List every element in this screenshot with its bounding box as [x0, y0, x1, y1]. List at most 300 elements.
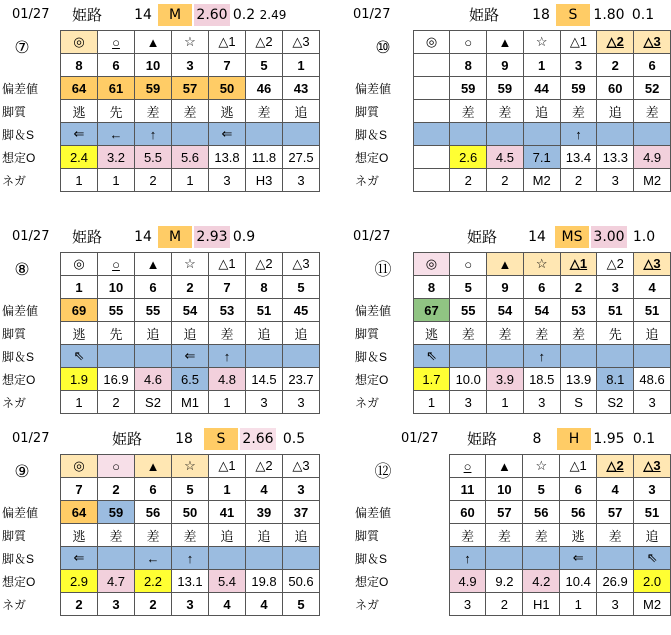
odds-cell: 16.9 [98, 368, 135, 391]
odds-cell: 13.3 [597, 146, 634, 169]
mark-cell: ○ [450, 253, 487, 276]
odds-cell: 3.9 [487, 368, 524, 391]
odds-cell: 5.6 [172, 146, 209, 169]
nega-cell: H3 [246, 169, 283, 192]
row-label [0, 455, 61, 478]
style-cell: 追 [523, 100, 560, 123]
marks-row [0, 31, 320, 54]
row-label [0, 478, 61, 501]
number-row [0, 478, 320, 501]
nega-cell: M2 [523, 169, 560, 192]
race-grade: MS [555, 226, 589, 248]
race-date: 01/27 [353, 229, 391, 244]
empty-cell [413, 501, 449, 524]
race-diff: 0.5 [282, 431, 306, 447]
mark-cell: ○ [450, 31, 487, 54]
nega-cell: 3 [283, 391, 320, 414]
nega-cell: 1 [487, 391, 524, 414]
row-label: 想定O [2, 574, 36, 589]
horse-number: 8 [450, 54, 487, 77]
score-cell: 57 [486, 501, 523, 524]
race-index: 3.00 [591, 226, 627, 248]
odds-cell: 11.8 [246, 146, 283, 169]
score-cell: 45 [283, 299, 320, 322]
leg-arrow-icon: ⇐ [209, 123, 246, 146]
race-diff: 0.1 [631, 7, 655, 23]
race-header [0, 428, 330, 450]
score-row [0, 501, 320, 524]
style-cell: 先 [597, 322, 634, 345]
leg-arrow-icon [98, 547, 135, 570]
score-cell: 67 [413, 299, 450, 322]
nega-cell: 3 [98, 593, 135, 616]
horse-number: 3 [634, 478, 671, 501]
race-grade: M [158, 4, 192, 26]
marks-row [0, 253, 320, 276]
style-row [0, 322, 320, 345]
leg-arrow-icon [283, 547, 320, 570]
leg-arrow-icon [209, 547, 246, 570]
odds-cell: 1.9 [61, 368, 98, 391]
race-number-badge: ⑫ [374, 462, 392, 482]
mark-cell: △1 [209, 455, 246, 478]
horse-number: 10 [98, 276, 135, 299]
row-label: ネガ [2, 597, 27, 612]
nega-cell: M2 [634, 169, 671, 192]
score-row [353, 501, 671, 524]
mark-cell: ▲ [135, 455, 172, 478]
race-grade: S [204, 428, 238, 450]
style-cell: 差 [98, 524, 135, 547]
horse-number: 2 [172, 276, 209, 299]
score-cell: 41 [209, 501, 246, 524]
mark-cell: ○ [449, 455, 486, 478]
leg-arrow-icon [450, 345, 487, 368]
runner-count: 14 [134, 229, 152, 245]
number-row [0, 54, 320, 77]
style-cell: 差 [634, 100, 671, 123]
style-cell: 差 [172, 100, 209, 123]
style-row [353, 100, 671, 123]
leg-arrow-icon: ⇐ [172, 345, 209, 368]
race-place: 姫路 [469, 6, 500, 24]
mark-cell: ☆ [172, 455, 209, 478]
nega-cell: 3 [450, 391, 487, 414]
marks-row [353, 31, 671, 54]
odds-cell: 4.9 [634, 146, 671, 169]
runner-count: 14 [134, 7, 152, 23]
leg-row [353, 547, 671, 570]
race-header [341, 428, 671, 450]
nega-cell: M2 [634, 593, 671, 616]
score-cell: 51 [634, 501, 671, 524]
horse-number: 6 [560, 478, 597, 501]
style-cell: 差 [135, 524, 172, 547]
row-label: 脚＆S [355, 349, 388, 364]
horse-number: 5 [283, 276, 320, 299]
leg-arrow-icon: ↑ [523, 345, 560, 368]
odds-cell: 13.1 [172, 570, 209, 593]
mark-cell: ☆ [523, 455, 560, 478]
race-index: 1.80 [593, 7, 625, 23]
score-cell: 55 [98, 299, 135, 322]
horse-number: 3 [283, 478, 320, 501]
nega-cell [413, 169, 450, 192]
style-cell: 逃 [560, 524, 597, 547]
odds-row [0, 570, 320, 593]
nega-cell: 2 [486, 593, 523, 616]
row-label [353, 31, 413, 54]
score-cell: 59 [487, 77, 524, 100]
nega-row [0, 593, 320, 616]
nega-cell: 3 [283, 169, 320, 192]
mark-cell: ▲ [135, 31, 172, 54]
nega-cell: 4 [209, 593, 246, 616]
score-cell: 64 [61, 77, 98, 100]
race-diff: 0.9 [232, 229, 256, 245]
race-date: 01/27 [12, 431, 50, 446]
nega-row [0, 391, 320, 414]
style-cell: 追 [283, 100, 320, 123]
horse-number: 7 [209, 54, 246, 77]
leg-arrow-icon [283, 123, 320, 146]
mark-cell: ○ [98, 253, 135, 276]
odds-cell: 6.5 [172, 368, 209, 391]
style-cell: 差 [597, 524, 634, 547]
odds-cell: 10.4 [560, 570, 597, 593]
horse-number: 7 [209, 276, 246, 299]
style-cell: 追 [246, 322, 283, 345]
mark-cell: △3 [283, 455, 320, 478]
mark-cell: △3 [634, 253, 671, 276]
leg-arrow-icon: ↑ [209, 345, 246, 368]
style-cell: 逃 [61, 100, 98, 123]
runner-count: 14 [528, 229, 546, 245]
mark-cell: △3 [283, 253, 320, 276]
odds-cell: 4.9 [449, 570, 486, 593]
style-cell: 差 [523, 524, 560, 547]
score-cell: 43 [283, 77, 320, 100]
leg-arrow-icon [597, 123, 634, 146]
mark-cell: △3 [634, 31, 671, 54]
mark-cell: ▲ [487, 253, 524, 276]
mark-cell: △1 [560, 455, 597, 478]
row-label: 想定O [355, 574, 389, 589]
score-cell: 55 [450, 299, 487, 322]
score-cell: 56 [560, 501, 597, 524]
score-cell: 56 [135, 501, 172, 524]
race-place: 姫路 [467, 430, 498, 448]
leg-arrow-icon [450, 123, 487, 146]
row-label [353, 276, 413, 299]
style-cell: 追 [634, 524, 671, 547]
odds-cell: 10.0 [450, 368, 487, 391]
leg-arrow-icon: ⇐ [61, 123, 98, 146]
score-cell: 39 [246, 501, 283, 524]
style-cell: 差 [486, 524, 523, 547]
row-label: 脚＆S [355, 551, 388, 566]
style-cell: 差 [449, 524, 486, 547]
score-cell: 59 [450, 77, 487, 100]
style-cell: 差 [450, 322, 487, 345]
race-date: 01/27 [353, 7, 391, 22]
mark-cell: △2 [597, 253, 634, 276]
horse-number: 1 [283, 54, 320, 77]
row-label [353, 253, 413, 276]
horse-number: 8 [413, 276, 450, 299]
row-label [0, 276, 61, 299]
horse-number: 6 [523, 276, 560, 299]
prediction-table [0, 30, 320, 192]
empty-cell [413, 593, 449, 616]
row-label: 想定O [2, 372, 36, 387]
odds-cell: 26.9 [597, 570, 634, 593]
mark-cell: △2 [597, 455, 634, 478]
row-label: 脚質 [355, 326, 380, 341]
horse-number: 1 [61, 276, 98, 299]
race-header [341, 4, 671, 26]
style-cell: 逃 [413, 322, 450, 345]
row-label: 想定O [355, 372, 389, 387]
style-cell: 差 [450, 100, 487, 123]
score-cell: 59 [135, 77, 172, 100]
leg-arrow-icon: ← [135, 547, 172, 570]
leg-arrow-icon [246, 345, 283, 368]
nega-row [353, 593, 671, 616]
race-number-badge: ⑪ [374, 260, 392, 280]
nega-row [353, 169, 671, 192]
empty-cell [413, 524, 449, 547]
score-cell: 52 [634, 77, 671, 100]
style-cell: 先 [98, 100, 135, 123]
row-label [353, 478, 413, 501]
race-number-badge: ⑩ [375, 38, 391, 58]
mark-cell: △2 [246, 455, 283, 478]
row-label: 脚質 [355, 528, 380, 543]
leg-arrow-icon [560, 345, 597, 368]
marks-row [0, 455, 320, 478]
row-label: ネガ [355, 597, 380, 612]
nega-cell: S2 [597, 391, 634, 414]
score-cell: 51 [634, 299, 671, 322]
nega-cell: S [560, 391, 597, 414]
score-cell: 59 [560, 77, 597, 100]
row-label: 脚＆S [355, 127, 388, 142]
nega-cell: 1 [413, 391, 450, 414]
score-cell: 60 [597, 77, 634, 100]
odds-row [0, 368, 320, 391]
leg-row [0, 547, 320, 570]
race-diff: 0.1 [632, 431, 656, 447]
style-row [353, 322, 671, 345]
row-label [0, 54, 61, 77]
score-cell: 57 [172, 77, 209, 100]
mark-cell: ◎ [413, 253, 450, 276]
nega-cell: 2 [560, 169, 597, 192]
style-cell: 差 [246, 100, 283, 123]
row-label: 脚質 [355, 104, 380, 119]
leg-arrow-icon [487, 123, 524, 146]
odds-cell: 27.5 [283, 146, 320, 169]
odds-cell: 48.6 [634, 368, 671, 391]
odds-cell: 23.7 [283, 368, 320, 391]
race-index: 2.60 [194, 4, 230, 26]
leg-arrow-icon: ⇐ [560, 547, 597, 570]
style-row [0, 524, 320, 547]
race-diff: 0.2 [232, 7, 256, 23]
row-label: 偏差値 [2, 81, 39, 96]
leg-arrow-icon [486, 547, 523, 570]
leg-arrow-icon [172, 123, 209, 146]
leg-arrow-icon [98, 345, 135, 368]
row-label: ネガ [2, 173, 27, 188]
style-cell: 差 [560, 322, 597, 345]
style-cell: 追 [597, 100, 634, 123]
odds-cell: 2.9 [61, 570, 98, 593]
race-date: 01/27 [401, 431, 439, 446]
score-row [0, 299, 320, 322]
row-label: 脚質 [2, 104, 27, 119]
score-cell: 37 [283, 501, 320, 524]
empty-cell [413, 455, 449, 478]
odds-cell: 14.5 [246, 368, 283, 391]
style-cell: 差 [487, 322, 524, 345]
leg-arrow-icon [413, 123, 450, 146]
leg-arrow-icon [246, 547, 283, 570]
nega-cell: 2 [135, 169, 172, 192]
runner-count: 8 [532, 431, 542, 447]
runner-count: 18 [532, 7, 550, 23]
race-header [0, 4, 330, 26]
leg-arrow-icon [634, 123, 671, 146]
leg-arrow-icon [597, 345, 634, 368]
leg-arrow-icon [246, 123, 283, 146]
horse-number: 6 [634, 54, 671, 77]
mark-cell: ☆ [523, 31, 560, 54]
prediction-table [353, 252, 671, 414]
odds-cell: 19.8 [246, 570, 283, 593]
row-label: 想定O [2, 150, 36, 165]
leg-row [0, 123, 320, 146]
style-cell: 追 [283, 322, 320, 345]
row-label: 脚質 [2, 528, 27, 543]
leg-arrow-icon [523, 547, 560, 570]
score-cell: 46 [246, 77, 283, 100]
mark-cell: ▲ [487, 31, 524, 54]
horse-number: 9 [487, 276, 524, 299]
race-date: 01/27 [12, 7, 50, 22]
mark-cell: ◎ [61, 455, 98, 478]
style-cell [413, 100, 450, 123]
score-cell: 54 [172, 299, 209, 322]
leg-arrow-icon [135, 345, 172, 368]
style-cell: 追 [634, 322, 671, 345]
nega-cell: 1 [560, 593, 597, 616]
leg-arrow-icon: ⇖ [413, 345, 450, 368]
mark-cell: △3 [634, 455, 671, 478]
nega-cell: 3 [597, 593, 634, 616]
score-row [353, 299, 671, 322]
horse-number: 9 [487, 54, 524, 77]
score-cell: 51 [246, 299, 283, 322]
horse-number: 10 [135, 54, 172, 77]
horse-number: 3 [597, 276, 634, 299]
odds-cell: 13.8 [209, 146, 246, 169]
horse-number [413, 54, 450, 77]
style-row [353, 524, 671, 547]
race-index: 1.95 [593, 431, 625, 447]
leg-arrow-icon: ↑ [449, 547, 486, 570]
row-label: 偏差値 [2, 505, 39, 520]
nega-cell: 3 [209, 169, 246, 192]
leg-arrow-icon [597, 547, 634, 570]
mark-cell: △2 [246, 31, 283, 54]
style-cell: 追 [283, 524, 320, 547]
race-place: 姫路 [72, 228, 103, 246]
mark-cell: △3 [283, 31, 320, 54]
style-cell: 差 [560, 100, 597, 123]
leg-row [353, 345, 671, 368]
nega-cell: 2 [487, 169, 524, 192]
nega-cell: 1 [61, 169, 98, 192]
odds-row [353, 570, 671, 593]
nega-cell: 4 [246, 593, 283, 616]
score-cell: 59 [98, 501, 135, 524]
leg-arrow-icon: ⇖ [61, 345, 98, 368]
odds-cell: 50.6 [283, 570, 320, 593]
horse-number: 5 [246, 54, 283, 77]
race-place: 姫路 [112, 430, 143, 448]
odds-cell: 18.5 [523, 368, 560, 391]
row-label: 偏差値 [2, 303, 39, 318]
mark-cell: ◎ [61, 31, 98, 54]
score-cell: 56 [523, 501, 560, 524]
odds-cell [413, 146, 450, 169]
score-cell: 50 [172, 501, 209, 524]
style-cell: 差 [487, 100, 524, 123]
nega-cell: S2 [135, 391, 172, 414]
odds-cell: 2.4 [61, 146, 98, 169]
row-label: 脚＆S [2, 127, 35, 142]
row-label: 偏差値 [355, 505, 392, 520]
odds-cell: 4.7 [98, 570, 135, 593]
nega-cell: 3 [246, 391, 283, 414]
race-number-badge: ⑨ [14, 462, 30, 482]
row-label: ネガ [2, 395, 27, 410]
race-header [0, 226, 330, 248]
prediction-table [353, 30, 671, 192]
leg-arrow-icon [487, 345, 524, 368]
race-place: 姫路 [72, 6, 103, 24]
prediction-table [0, 252, 320, 414]
odds-cell: 2.0 [634, 570, 671, 593]
style-cell: 追 [135, 322, 172, 345]
score-row [0, 77, 320, 100]
row-label: 脚＆S [2, 551, 35, 566]
mark-cell: △2 [246, 253, 283, 276]
race-date: 01/27 [12, 229, 50, 244]
style-cell: 先 [98, 322, 135, 345]
marks-row [353, 455, 671, 478]
horse-number: 2 [597, 54, 634, 77]
row-label [353, 455, 413, 478]
nega-cell: 2 [450, 169, 487, 192]
nega-cell: 1 [61, 391, 98, 414]
row-label: ネガ [355, 395, 380, 410]
nega-cell: 3 [634, 391, 671, 414]
horse-number: 7 [61, 478, 98, 501]
horse-number: 11 [449, 478, 486, 501]
